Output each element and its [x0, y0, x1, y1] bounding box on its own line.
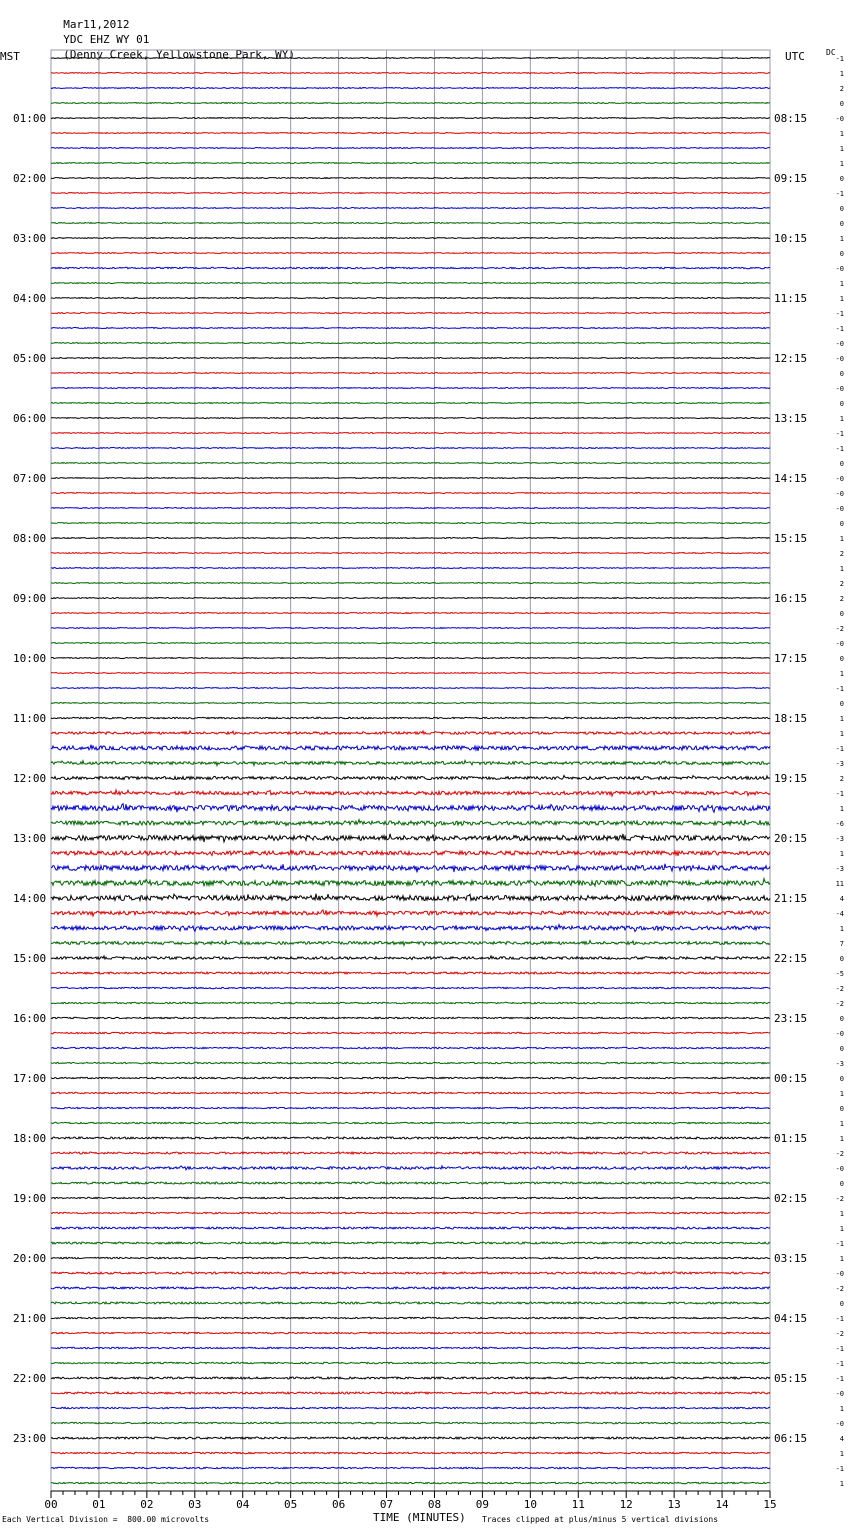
- dc-offset-label: -4: [835, 910, 844, 918]
- dc-offset-label: 1: [839, 1480, 844, 1488]
- right-hour-label: 05:15: [774, 1372, 808, 1385]
- dc-offset-label: -2: [835, 1150, 844, 1158]
- dc-offset-label: -0: [835, 640, 844, 648]
- dc-offset-label: -0: [835, 340, 844, 348]
- dc-offset-label: -5: [835, 970, 844, 978]
- trace-line: [51, 508, 770, 509]
- trace-line: [51, 760, 770, 765]
- right-hour-label: 00:15: [774, 1072, 808, 1085]
- trace-line: [51, 493, 770, 494]
- dc-offset-label: 1: [839, 535, 844, 543]
- trace-line: [51, 538, 770, 539]
- dc-offset-label: 1: [839, 295, 844, 303]
- left-hour-label: 04:00: [13, 292, 47, 305]
- dc-offset-label: 1: [839, 235, 844, 243]
- x-tick-label: 06: [331, 1498, 346, 1511]
- dc-offset-label: 0: [839, 460, 844, 468]
- trace-line: [51, 658, 770, 659]
- dc-offset-label: -2: [835, 625, 844, 633]
- trace-line: [51, 58, 770, 59]
- trace-line: [51, 343, 770, 344]
- trace-line: [51, 1407, 770, 1408]
- trace-line: [51, 283, 770, 284]
- dc-offset-label: 1: [839, 1225, 844, 1233]
- dc-offset-label: -1: [835, 1345, 844, 1353]
- trace-line: [51, 910, 770, 916]
- dc-offset-label: 0: [839, 1015, 844, 1023]
- left-hour-label: 14:00: [13, 892, 47, 905]
- dc-offset-label: 0: [839, 655, 844, 663]
- right-hour-label: 01:15: [774, 1132, 808, 1145]
- left-hour-label: 10:00: [13, 652, 47, 665]
- dc-offset-label: -2: [835, 1000, 844, 1008]
- trace-line: [51, 1392, 770, 1394]
- trace-line: [51, 1317, 770, 1318]
- trace-line: [51, 1227, 770, 1229]
- dc-offset-label: -0: [835, 490, 844, 498]
- trace-line: [51, 253, 770, 254]
- clip-note: Traces clipped at plus/minus 5 vertical divisions: [482, 1515, 719, 1524]
- left-hour-label: 09:00: [13, 592, 47, 605]
- trace-line: [51, 1032, 770, 1033]
- dc-offset-label: 0: [839, 205, 844, 213]
- dc-offset-label: 1: [839, 1450, 844, 1458]
- dc-offset-label: 1: [839, 565, 844, 573]
- trace-line: [51, 1257, 770, 1258]
- right-hour-label: 06:15: [774, 1432, 808, 1445]
- trace-line: [51, 1482, 770, 1483]
- trace-line: [51, 208, 770, 209]
- dc-offset-label: -1: [835, 1360, 844, 1368]
- left-hour-label: 01:00: [13, 112, 47, 125]
- right-hour-label: 18:15: [774, 712, 808, 725]
- dc-offset-label: 1: [839, 280, 844, 288]
- trace-line: [51, 1166, 770, 1170]
- trace-line: [51, 1287, 770, 1289]
- right-hour-label: 10:15: [774, 232, 808, 245]
- right-hour-label: 08:15: [774, 112, 808, 125]
- dc-offset-label: -1: [835, 310, 844, 318]
- trace-line: [51, 790, 770, 796]
- dc-offset-label: -3: [835, 1060, 844, 1068]
- right-hour-label: 02:15: [774, 1192, 808, 1205]
- left-hour-label: 20:00: [13, 1252, 47, 1265]
- dc-offset-label: 2: [839, 595, 844, 603]
- trace-line: [51, 745, 770, 751]
- trace-line: [51, 703, 770, 704]
- right-hour-label: 17:15: [774, 652, 808, 665]
- left-hour-label: 11:00: [13, 712, 47, 725]
- trace-line: [51, 313, 770, 314]
- station-label: YDC EHZ WY 01: [63, 33, 150, 46]
- trace-line: [51, 673, 770, 674]
- left-hour-label: 21:00: [13, 1312, 47, 1325]
- dc-offset-label: 0: [839, 1045, 844, 1053]
- dc-offset-label: 1: [839, 1405, 844, 1413]
- dc-offset-label: 2: [839, 550, 844, 558]
- dc-offset-label: 2: [839, 85, 844, 93]
- dc-offset-label: -1: [835, 430, 844, 438]
- trace-line: [51, 1047, 770, 1048]
- location-label: (Denny Creek, Yellowstone Park, WY): [63, 48, 296, 61]
- dc-offset-label: -0: [835, 1165, 844, 1173]
- dc-offset-label: -3: [835, 760, 844, 768]
- dc-offset-label: 0: [839, 1075, 844, 1083]
- trace-line: [51, 731, 770, 735]
- dc-offset-label: 11: [835, 880, 844, 888]
- dc-offset-label: -6: [835, 820, 844, 828]
- trace-line: [51, 775, 770, 779]
- x-tick-label: 09: [475, 1498, 490, 1511]
- x-tick-label: 08: [427, 1498, 442, 1511]
- dc-offset-label: 1: [839, 1210, 844, 1218]
- trace-line: [51, 148, 770, 149]
- x-axis-title: TIME (MINUTES): [373, 1511, 466, 1524]
- trace-line: [51, 717, 770, 718]
- dc-offset-label: -1: [835, 190, 844, 198]
- date-label: Mar11,2012: [63, 18, 130, 31]
- trace-line: [51, 956, 770, 960]
- trace-line: [51, 523, 770, 524]
- dc-offset-label: -0: [835, 475, 844, 483]
- trace-line: [51, 804, 770, 813]
- x-tick-label: 13: [667, 1498, 681, 1511]
- left-hour-label: 19:00: [13, 1192, 47, 1205]
- right-hour-label: 11:15: [774, 292, 808, 305]
- trace-line: [51, 1062, 770, 1063]
- x-tick-label: 12: [619, 1498, 633, 1511]
- left-hour-label: 16:00: [13, 1012, 47, 1025]
- dc-offset-label: -2: [835, 1330, 844, 1338]
- trace-line: [51, 1137, 770, 1139]
- left-hour-label: 18:00: [13, 1132, 47, 1145]
- trace-line: [51, 688, 770, 689]
- dc-offset-label: -1: [835, 745, 844, 753]
- right-hour-label: 14:15: [774, 472, 808, 485]
- dc-offset-label: 0: [839, 610, 844, 618]
- dc-offset-label: -2: [835, 1195, 844, 1203]
- left-hour-label: 15:00: [13, 952, 47, 965]
- left-hour-label: 12:00: [13, 772, 47, 785]
- right-hour-label: 15:15: [774, 532, 808, 545]
- trace-line: [51, 1377, 770, 1379]
- dc-offset-label: 0: [839, 700, 844, 708]
- trace-line: [51, 1197, 770, 1198]
- dc-offset-label: -1: [835, 1375, 844, 1383]
- x-tick-label: 02: [140, 1498, 154, 1511]
- x-tick-label: 14: [715, 1498, 729, 1511]
- trace-line: [51, 1302, 770, 1304]
- dc-offset-label: 0: [839, 250, 844, 258]
- trace-line: [51, 433, 770, 434]
- dc-offset-label: -1: [835, 685, 844, 693]
- trace-line: [51, 864, 770, 873]
- trace-line: [51, 1182, 770, 1184]
- x-tick-label: 11: [571, 1498, 585, 1511]
- dc-offset-label: -1: [835, 325, 844, 333]
- dc-offset-label: -1: [835, 445, 844, 453]
- trace-line: [51, 850, 770, 856]
- dc-offset-label: -0: [835, 385, 844, 393]
- dc-offset-label: -0: [835, 505, 844, 513]
- dc-offset-label: 0: [839, 1105, 844, 1113]
- dc-offset-label: -0: [835, 1420, 844, 1428]
- dc-offset-label: -0: [835, 115, 844, 123]
- trace-line: [51, 987, 770, 988]
- left-hour-label: 06:00: [13, 412, 47, 425]
- dc-offset-label: 1: [839, 1120, 844, 1128]
- trace-line: [51, 894, 770, 901]
- trace-line: [51, 298, 770, 299]
- trace-line: [51, 1152, 770, 1154]
- trace-line: [51, 834, 770, 842]
- right-hour-label: 23:15: [774, 1012, 808, 1025]
- trace-line: [51, 1452, 770, 1453]
- trace-line: [51, 418, 770, 419]
- trace-line: [51, 223, 770, 224]
- dc-offset-label: -1: [835, 1315, 844, 1323]
- trace-line: [51, 403, 770, 404]
- dc-offset-label: 1: [839, 415, 844, 423]
- dc-offset-label: 0: [839, 520, 844, 528]
- dc-offset-label: 1: [839, 70, 844, 78]
- trace-line: [51, 133, 770, 134]
- trace-line: [51, 583, 770, 584]
- dc-offset-label: 1: [839, 145, 844, 153]
- right-hour-label: 19:15: [774, 772, 808, 785]
- trace-line: [51, 1077, 770, 1078]
- trace-line: [51, 163, 770, 164]
- trace-line: [51, 613, 770, 614]
- trace-line: [51, 1347, 770, 1348]
- left-hour-label: 02:00: [13, 172, 47, 185]
- trace-line: [51, 568, 770, 569]
- trace-line: [51, 193, 770, 194]
- trace-line: [51, 373, 770, 374]
- dc-offset-label: 0: [839, 1180, 844, 1188]
- trace-line: [51, 925, 770, 932]
- dc-offset-label: -1: [835, 790, 844, 798]
- dc-offset-label: 0: [839, 400, 844, 408]
- dc-offset-label: 1: [839, 1255, 844, 1263]
- trace-line: [51, 1362, 770, 1363]
- trace-line: [51, 178, 770, 179]
- dc-offset-label: -1: [835, 1240, 844, 1248]
- right-hour-label: 13:15: [774, 412, 808, 425]
- left-hour-label: 03:00: [13, 232, 47, 245]
- trace-line: [51, 1002, 770, 1003]
- x-tick-label: 01: [92, 1498, 106, 1511]
- trace-line: [51, 628, 770, 629]
- right-hour-label: 22:15: [774, 952, 808, 965]
- x-tick-label: 04: [236, 1498, 250, 1511]
- trace-line: [51, 463, 770, 464]
- dc-offset-label: 0: [839, 370, 844, 378]
- trace-line: [51, 478, 770, 479]
- trace-line: [51, 941, 770, 946]
- left-timezone-label: MST: [0, 50, 20, 63]
- trace-line: [51, 879, 770, 887]
- scale-note: Each Vertical Division = 800.00 microvolts: [2, 1515, 210, 1524]
- dc-label: DC: [826, 48, 836, 57]
- trace-line: [51, 118, 770, 119]
- dc-offset-label: -0: [835, 355, 844, 363]
- dc-offset-label: 0: [839, 100, 844, 108]
- right-hour-label: 21:15: [774, 892, 808, 905]
- dc-offset-label: -1: [835, 55, 844, 63]
- trace-line: [51, 448, 770, 449]
- trace-line: [51, 972, 770, 974]
- dc-offset-label: 2: [839, 775, 844, 783]
- left-hour-label: 17:00: [13, 1072, 47, 1085]
- left-hour-label: 08:00: [13, 532, 47, 545]
- dc-offset-label: -1: [835, 1465, 844, 1473]
- dc-offset-label: -0: [835, 1390, 844, 1398]
- x-tick-label: 00: [44, 1498, 58, 1511]
- left-hour-label: 07:00: [13, 472, 47, 485]
- dc-offset-label: 1: [839, 1090, 844, 1098]
- dc-offset-label: -0: [835, 265, 844, 273]
- trace-line: [51, 1242, 770, 1244]
- trace-line: [51, 820, 770, 827]
- trace-line: [51, 1422, 770, 1423]
- dc-offset-label: 1: [839, 715, 844, 723]
- left-hour-label: 13:00: [13, 832, 47, 845]
- left-hour-label: 05:00: [13, 352, 47, 365]
- right-hour-label: 03:15: [774, 1252, 808, 1265]
- trace-line: [51, 328, 770, 329]
- dc-offset-label: 0: [839, 175, 844, 183]
- dc-offset-label: -0: [835, 1030, 844, 1038]
- dc-offset-label: 4: [839, 895, 844, 903]
- left-hour-label: 23:00: [13, 1432, 47, 1445]
- left-hour-label: 22:00: [13, 1372, 47, 1385]
- dc-offset-label: 0: [839, 1300, 844, 1308]
- x-tick-label: 03: [188, 1498, 202, 1511]
- trace-line: [51, 358, 770, 359]
- dc-offset-label: 1: [839, 1135, 844, 1143]
- x-tick-label: 15: [763, 1498, 777, 1511]
- dc-offset-label: 1: [839, 850, 844, 858]
- dc-offset-label: 1: [839, 730, 844, 738]
- trace-line: [51, 1107, 770, 1108]
- dc-offset-label: 0: [839, 955, 844, 963]
- dc-offset-label: 7: [839, 940, 844, 948]
- dc-offset-label: -3: [835, 835, 844, 843]
- trace-line: [51, 388, 770, 389]
- dc-offset-label: 1: [839, 805, 844, 813]
- trace-line: [51, 88, 770, 89]
- trace-line: [51, 1332, 770, 1333]
- trace-line: [51, 643, 770, 644]
- trace-line: [51, 598, 770, 599]
- trace-line: [51, 238, 770, 239]
- dc-offset-label: 1: [839, 160, 844, 168]
- trace-line: [51, 1092, 770, 1093]
- dc-offset-label: -2: [835, 985, 844, 993]
- dc-offset-label: 1: [839, 130, 844, 138]
- dc-offset-label: 1: [839, 925, 844, 933]
- trace-line: [51, 1272, 770, 1274]
- right-hour-label: 04:15: [774, 1312, 808, 1325]
- x-tick-label: 10: [523, 1498, 537, 1511]
- trace-line: [51, 73, 770, 74]
- dc-offset-label: -0: [835, 1270, 844, 1278]
- right-hour-label: 20:15: [774, 832, 808, 845]
- trace-line: [51, 103, 770, 104]
- x-tick-label: 07: [379, 1498, 394, 1511]
- trace-line: [51, 553, 770, 554]
- trace-line: [51, 267, 770, 268]
- trace-line: [51, 1437, 770, 1439]
- right-hour-label: 16:15: [774, 592, 808, 605]
- trace-line: [51, 1467, 770, 1468]
- x-tick-label: 05: [284, 1498, 298, 1511]
- dc-offset-label: -3: [835, 865, 844, 873]
- plot-frame: [51, 50, 770, 1491]
- dc-offset-label: 2: [839, 580, 844, 588]
- trace-line: [51, 1017, 770, 1018]
- right-timezone-label: UTC: [785, 50, 805, 63]
- right-hour-label: 09:15: [774, 172, 808, 185]
- dc-offset-label: 4: [839, 1435, 844, 1443]
- trace-line: [51, 1212, 770, 1213]
- dc-offset-label: -2: [835, 1285, 844, 1293]
- trace-line: [51, 1122, 770, 1123]
- dc-offset-label: 1: [839, 670, 844, 678]
- dc-offset-label: 0: [839, 220, 844, 228]
- right-hour-label: 12:15: [774, 352, 808, 365]
